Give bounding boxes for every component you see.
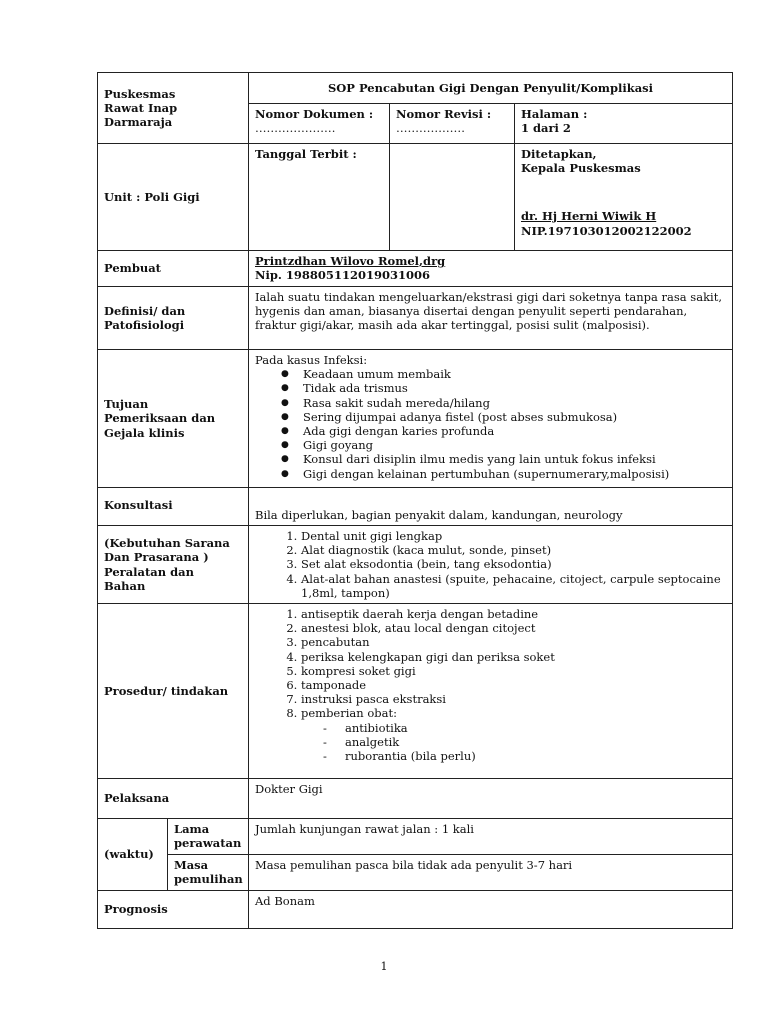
org-name-text: Puskesmas Rawat Inap Darmaraja bbox=[104, 86, 178, 130]
list-item: - antibiotika bbox=[323, 721, 726, 735]
tujuan-label bbox=[98, 350, 249, 488]
pembuat-value bbox=[249, 251, 733, 287]
sarana-label bbox=[98, 526, 249, 604]
list-item: 2. anestesi blok, atau local dengan citoject bbox=[301, 621, 726, 635]
prosedur-label: Prosedur/ tindakan bbox=[98, 604, 249, 779]
doc-number-cell bbox=[249, 104, 390, 144]
list-item: ● Gigi dengan kelainan pertumbuhan (supernumerary,malposisi) bbox=[303, 467, 726, 481]
definisi-label bbox=[98, 287, 249, 350]
list-item: 3. pencabutan bbox=[301, 635, 726, 649]
list-item: - ruborantia (bila perlu) bbox=[323, 749, 726, 763]
lama-label bbox=[168, 819, 249, 855]
approval-block bbox=[515, 144, 733, 251]
definisi-label-text: Definisi/ dan Patofisiologi bbox=[104, 303, 186, 332]
list-item: ● Konsul dari disiplin ilmu medis yang lain untuk fokus infeksi bbox=[303, 452, 726, 466]
list-item: 7. instruksi pasca ekstraksi bbox=[301, 692, 726, 706]
approval-head-name: dr. Hj Herni Wiwik H bbox=[521, 209, 657, 224]
list-item: 5. kompresi soket gigi bbox=[301, 664, 726, 678]
revision-label: Nomor Revisi : bbox=[396, 107, 492, 121]
sarana-label-text: (Kebutuhan Sarana Dan Prasarana ) Peralatan dan Bahan bbox=[104, 536, 230, 593]
page-number: 1 bbox=[380, 960, 388, 973]
doc-number-label: Nomor Dokumen : bbox=[255, 107, 374, 121]
prosedur-list bbox=[255, 607, 726, 763]
prosedur-content bbox=[249, 604, 733, 779]
tujuan-list bbox=[255, 367, 726, 481]
masa-label bbox=[168, 855, 249, 891]
unit-label: Unit : Poli Gigi bbox=[98, 144, 249, 251]
lama-text: Jumlah kunjungan rawat jalan : 1 kali bbox=[249, 819, 733, 855]
page-cell bbox=[515, 104, 733, 144]
issue-date-label: Tanggal Terbit : bbox=[249, 144, 390, 251]
list-item: ● Keadaan umum membaik bbox=[303, 367, 726, 381]
list-item bbox=[301, 706, 726, 763]
list-item: 1. antiseptik daerah kerja dengan betadine bbox=[301, 607, 726, 621]
issue-date-value bbox=[390, 144, 515, 251]
list-item: 3. Set alat eksodontia (bein, tang eksodontia) bbox=[301, 557, 726, 571]
pembuat-name: Printzdhan Wilovo Romel,drg bbox=[255, 254, 446, 268]
list-item: ● Gigi goyang bbox=[303, 438, 726, 452]
list-item: ● Sering dijumpai adanya fistel (post abses submukosa) bbox=[303, 410, 726, 424]
pembuat-label: Pembuat bbox=[98, 251, 249, 287]
revision-cell bbox=[390, 104, 515, 144]
pelaksana-label: Pelaksana bbox=[98, 779, 249, 819]
list-item: 1. Dental unit gigi lengkap bbox=[301, 529, 726, 543]
page-value: 1 dari 2 bbox=[521, 121, 571, 136]
list-item: ● Tidak ada trismus bbox=[303, 381, 726, 395]
definisi-text: Ialah suatu tindakan mengeluarkan/ekstrasi gigi dari soketnya tanpa rasa sakit, hygenis dan aman, biasanya disertai dengan penyulit seperti pendarahan, fraktur gigi/akar, masih ada akar tertinggal, posisi sulit (malposisi). bbox=[249, 287, 733, 350]
prognosis-label: Prognosis bbox=[98, 891, 249, 929]
list-item-text: pemberian obat: bbox=[301, 706, 397, 721]
list-item: ● Ada gigi dengan karies profunda bbox=[303, 424, 726, 438]
waktu-label: (waktu) bbox=[98, 819, 168, 891]
list-item: 4. Alat-alat bahan anastesi (spuite, pehacaine, citoject, carpule septocaine 1,8ml, tampon) bbox=[301, 572, 726, 600]
list-item: - analgetik bbox=[323, 735, 726, 749]
tujuan-content bbox=[249, 350, 733, 488]
pembuat-nip: Nip. 198805112019031006 bbox=[255, 268, 430, 283]
masa-label-text: Masa pemulihan bbox=[174, 858, 243, 887]
pelaksana-text: Dokter Gigi bbox=[249, 779, 733, 819]
obat-list bbox=[301, 721, 726, 764]
tujuan-intro: Pada kasus Infeksi: bbox=[255, 353, 368, 367]
sarana-list bbox=[255, 529, 726, 600]
konsultasi-label: Konsultasi bbox=[98, 488, 249, 526]
sarana-content bbox=[249, 526, 733, 604]
masa-text: Masa pemulihan pasca bila tidak ada penyulit 3-7 hari bbox=[249, 855, 733, 891]
approval-head-label: Kepala Puskesmas bbox=[521, 161, 641, 176]
list-item: 4. periksa kelengkapan gigi dan periksa soket bbox=[301, 650, 726, 664]
list-item: ● Rasa sakit sudah mereda/hilang bbox=[303, 396, 726, 410]
doc-number-value: ………………… bbox=[255, 121, 336, 136]
page-label: Halaman : bbox=[521, 107, 588, 121]
approval-head-nip: NIP.197103012002122002 bbox=[521, 223, 692, 238]
lama-label-text: Lama perawatan bbox=[174, 822, 242, 851]
tujuan-label-text: Tujuan Pemeriksaan dan Gejala klinis bbox=[104, 397, 216, 440]
sop-table bbox=[97, 72, 733, 929]
document-title: SOP Pencabutan Gigi Dengan Penyulit/Komplikasi bbox=[249, 73, 733, 104]
approval-set-label: Ditetapkan, bbox=[521, 147, 597, 161]
revision-value: ……………… bbox=[396, 121, 465, 136]
list-item: 6. tamponade bbox=[301, 678, 726, 692]
konsultasi-text: Bila diperlukan, bagian penyakit dalam, kandungan, neurology bbox=[249, 488, 733, 526]
org-name bbox=[98, 73, 249, 144]
list-item: 2. Alat diagnostik (kaca mulut, sonde, pinset) bbox=[301, 543, 726, 557]
prognosis-text: Ad Bonam bbox=[249, 891, 733, 929]
